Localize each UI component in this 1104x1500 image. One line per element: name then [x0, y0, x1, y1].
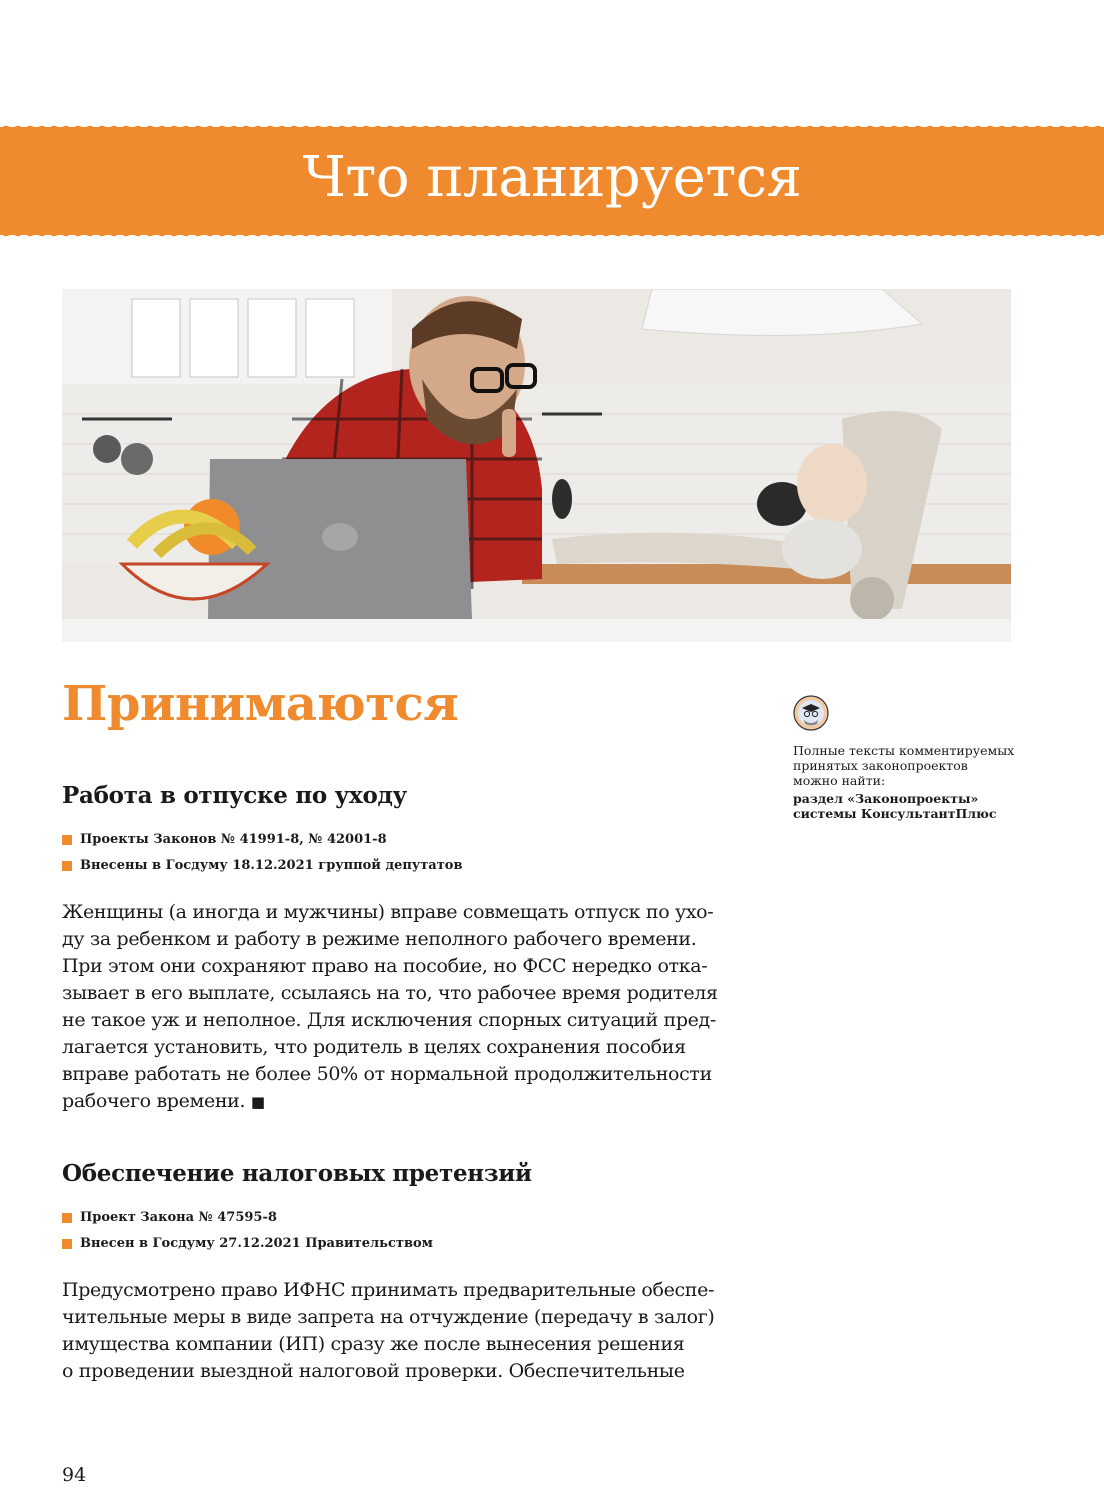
article-title: Обеспечение налоговых претензий	[62, 1160, 532, 1187]
meta-item: Проекты Законов № 41991-8, № 42001-8	[62, 827, 732, 853]
article-title: Работа в отпуске по уходу	[62, 782, 407, 809]
article-meta	[62, 827, 732, 879]
article-body	[62, 899, 732, 1116]
article-text: Предусмотрено право ИФНС принимать предварительные обеспе- чительные меры в виде запрета на отчуждение (передачу в залог) имущества компании (ИП) сразу же после вынесения решения о проведении выездной налоговой проверки. Обеспечительные	[62, 1279, 715, 1382]
meta-item: Проект Закона № 47595-8	[62, 1205, 732, 1231]
article-1	[62, 782, 732, 1116]
meta-item: Внесен в Госдуму 27.12.2021 Правительством	[62, 1231, 732, 1257]
end-mark: ■	[250, 1093, 265, 1111]
photo-illustration	[62, 289, 1011, 642]
article-body	[62, 1277, 732, 1385]
page-number: 94	[62, 1464, 87, 1486]
sidebar-note	[793, 695, 1023, 821]
sidebar-source: раздел «Законопроекты» системы КонсультантПлюс	[793, 791, 997, 821]
page-title: Что планируется	[302, 145, 802, 210]
article-text: Женщины (а иногда и мужчины) вправе совмещать отпуск по ухо- ду за ребенком и работу в режиме неполного рабочего времени. При этом они сохраняют право на пособие, но ФСС нередко отка- зывает в его выплате, ссылаясь на то, что рабочее время родителя не такое уж и неполное. Для исключения спорных ситуаций пред- лагается установить, что родитель в целях сохранения пособия вправе работать не более 50% от нормальной продолжительности рабочего времени.	[62, 901, 718, 1112]
article-2	[62, 1160, 732, 1385]
header-banner	[0, 127, 1104, 235]
article-meta	[62, 1205, 732, 1257]
sidebar-text: Полные тексты комментируемых принятых законопроектов можно найти:	[793, 743, 1015, 788]
professor-avatar-icon	[793, 695, 829, 731]
section-title: Принимаются	[62, 676, 459, 732]
meta-item: Внесены в Госдуму 18.12.2021 группой депутатов	[62, 853, 732, 879]
hero-photo	[62, 289, 1011, 642]
